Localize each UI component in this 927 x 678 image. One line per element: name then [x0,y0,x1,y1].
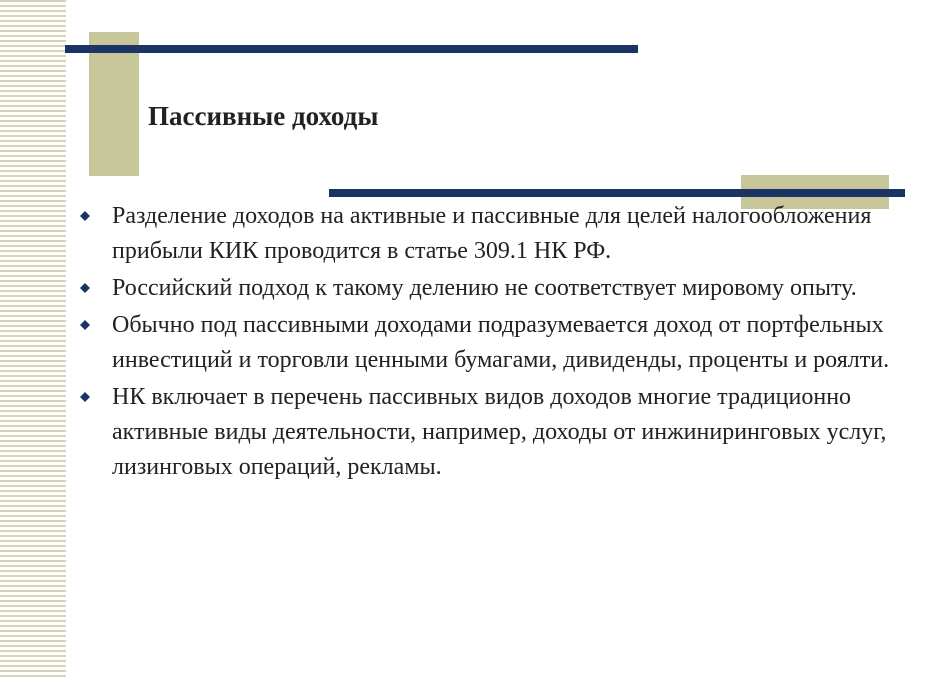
decorative-stripe-band [0,0,66,678]
bullet-text: НК включает в перечень пассивных видов доходов многие традиционно активные виды деятельности, например, доходы от инжиниринговых услуг, лизинговых операций, рекламы. [112,384,887,480]
bullet-text: Российский подход к такому делению не соответствует мировому опыту. [112,275,857,301]
title-underline-rule [329,189,905,197]
bullet-text: Обычно под пассивными доходами подразумевается доход от портфельных инвестиций и торговли ценными бумагами, дивиденды, проценты и роялти. [112,312,890,373]
top-rule-line [65,45,638,53]
diamond-bullet-icon [80,283,90,293]
bullet-item [79,380,899,485]
bullet-item [79,271,899,306]
diamond-bullet-icon [80,211,90,221]
accent-block-left [89,32,139,176]
bullet-text: Разделение доходов на активные и пассивные для целей налогообложения прибыли КИК проводится в статье 309.1 НК РФ. [112,203,872,264]
bullet-item [79,308,899,378]
bullet-item [79,199,899,269]
slide-title: Пассивные доходы [148,101,379,131]
bullet-list [79,199,899,487]
diamond-bullet-icon [80,392,90,402]
diamond-bullet-icon [80,320,90,330]
